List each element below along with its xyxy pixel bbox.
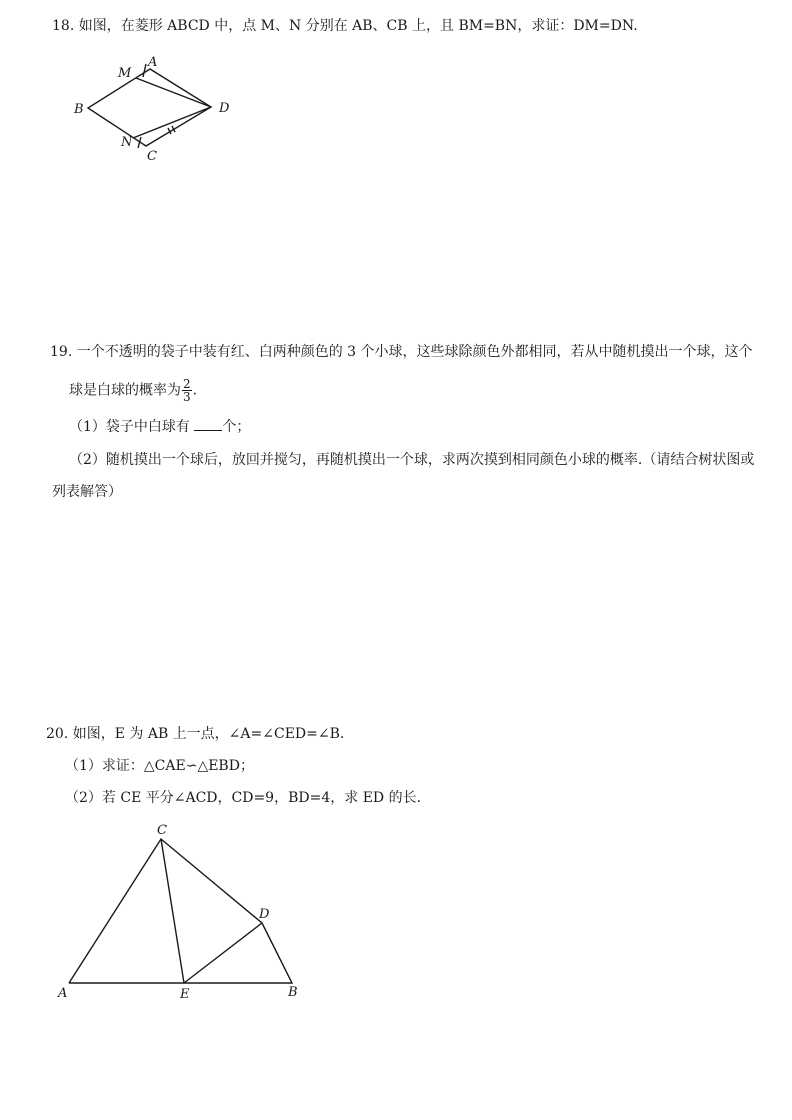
tick-mark-CD-1 <box>168 128 171 134</box>
rhombus-outline <box>88 69 211 146</box>
q20-part2: （2）若 CE 平分∠ACD，CD=9，BD=4，求 ED 的长. <box>65 790 422 806</box>
label-B2: B <box>288 985 298 1000</box>
q19-line2-suffix: . <box>192 382 198 399</box>
fraction-numerator: 2 <box>183 377 191 391</box>
q19-part2-line1: （2）随机摸出一个球后，放回并搅匀，再随机摸出一个球，求两次摸到相同颜色小球的概率.（请结合树状图或 <box>69 452 755 468</box>
q19-part1 <box>69 418 250 436</box>
label-M: M <box>118 66 132 81</box>
label-N: N <box>121 135 133 150</box>
label-D: D <box>219 101 230 116</box>
segment-ND <box>133 107 211 138</box>
outer-outline <box>69 839 292 983</box>
segment-CE <box>161 839 184 983</box>
segment-ED <box>184 923 262 983</box>
fraction-denominator: 3 <box>183 390 191 404</box>
q18-text: 18. 如图，在菱形 ABCD 中，点 M、N 分别在 AB、CB 上，且 BM=BN，求证：DM=DN. <box>52 18 638 34</box>
label-C2: C <box>157 823 167 838</box>
q20-text: 20. 如图，E 为 AB 上一点，∠A=∠CED=∠B. <box>46 726 345 742</box>
tick-mark-AM <box>143 64 146 77</box>
tick-mark-CD-2 <box>172 126 175 132</box>
label-D2: D <box>259 907 270 922</box>
label-A: A <box>148 55 158 70</box>
q19-part2-line2: 列表解答） <box>52 484 122 500</box>
q19-part1-suffix: 个； <box>222 419 251 435</box>
label-C: C <box>147 149 157 164</box>
q19-part1-prefix: （1）袋子中白球有 <box>69 419 190 435</box>
label-B: B <box>74 102 84 117</box>
q19-line1: 19. 一个不透明的袋子中装有红、白两种颜色的 3 个小球，这些球除颜色外都相同，若从中随机摸出一个球，这个 <box>50 344 753 360</box>
segment-MD <box>136 78 211 107</box>
q19-line2 <box>69 378 197 403</box>
label-E2: E <box>180 987 190 1002</box>
label-A2: A <box>58 986 68 1001</box>
q19-line2-prefix: 球是白球的概率为 <box>69 382 181 399</box>
probability-fraction <box>182 378 192 403</box>
tick-mark-NC <box>138 137 141 148</box>
q20-part1: （1）求证：△CAE∽△EBD； <box>65 758 254 774</box>
answer-blank[interactable] <box>194 418 222 431</box>
